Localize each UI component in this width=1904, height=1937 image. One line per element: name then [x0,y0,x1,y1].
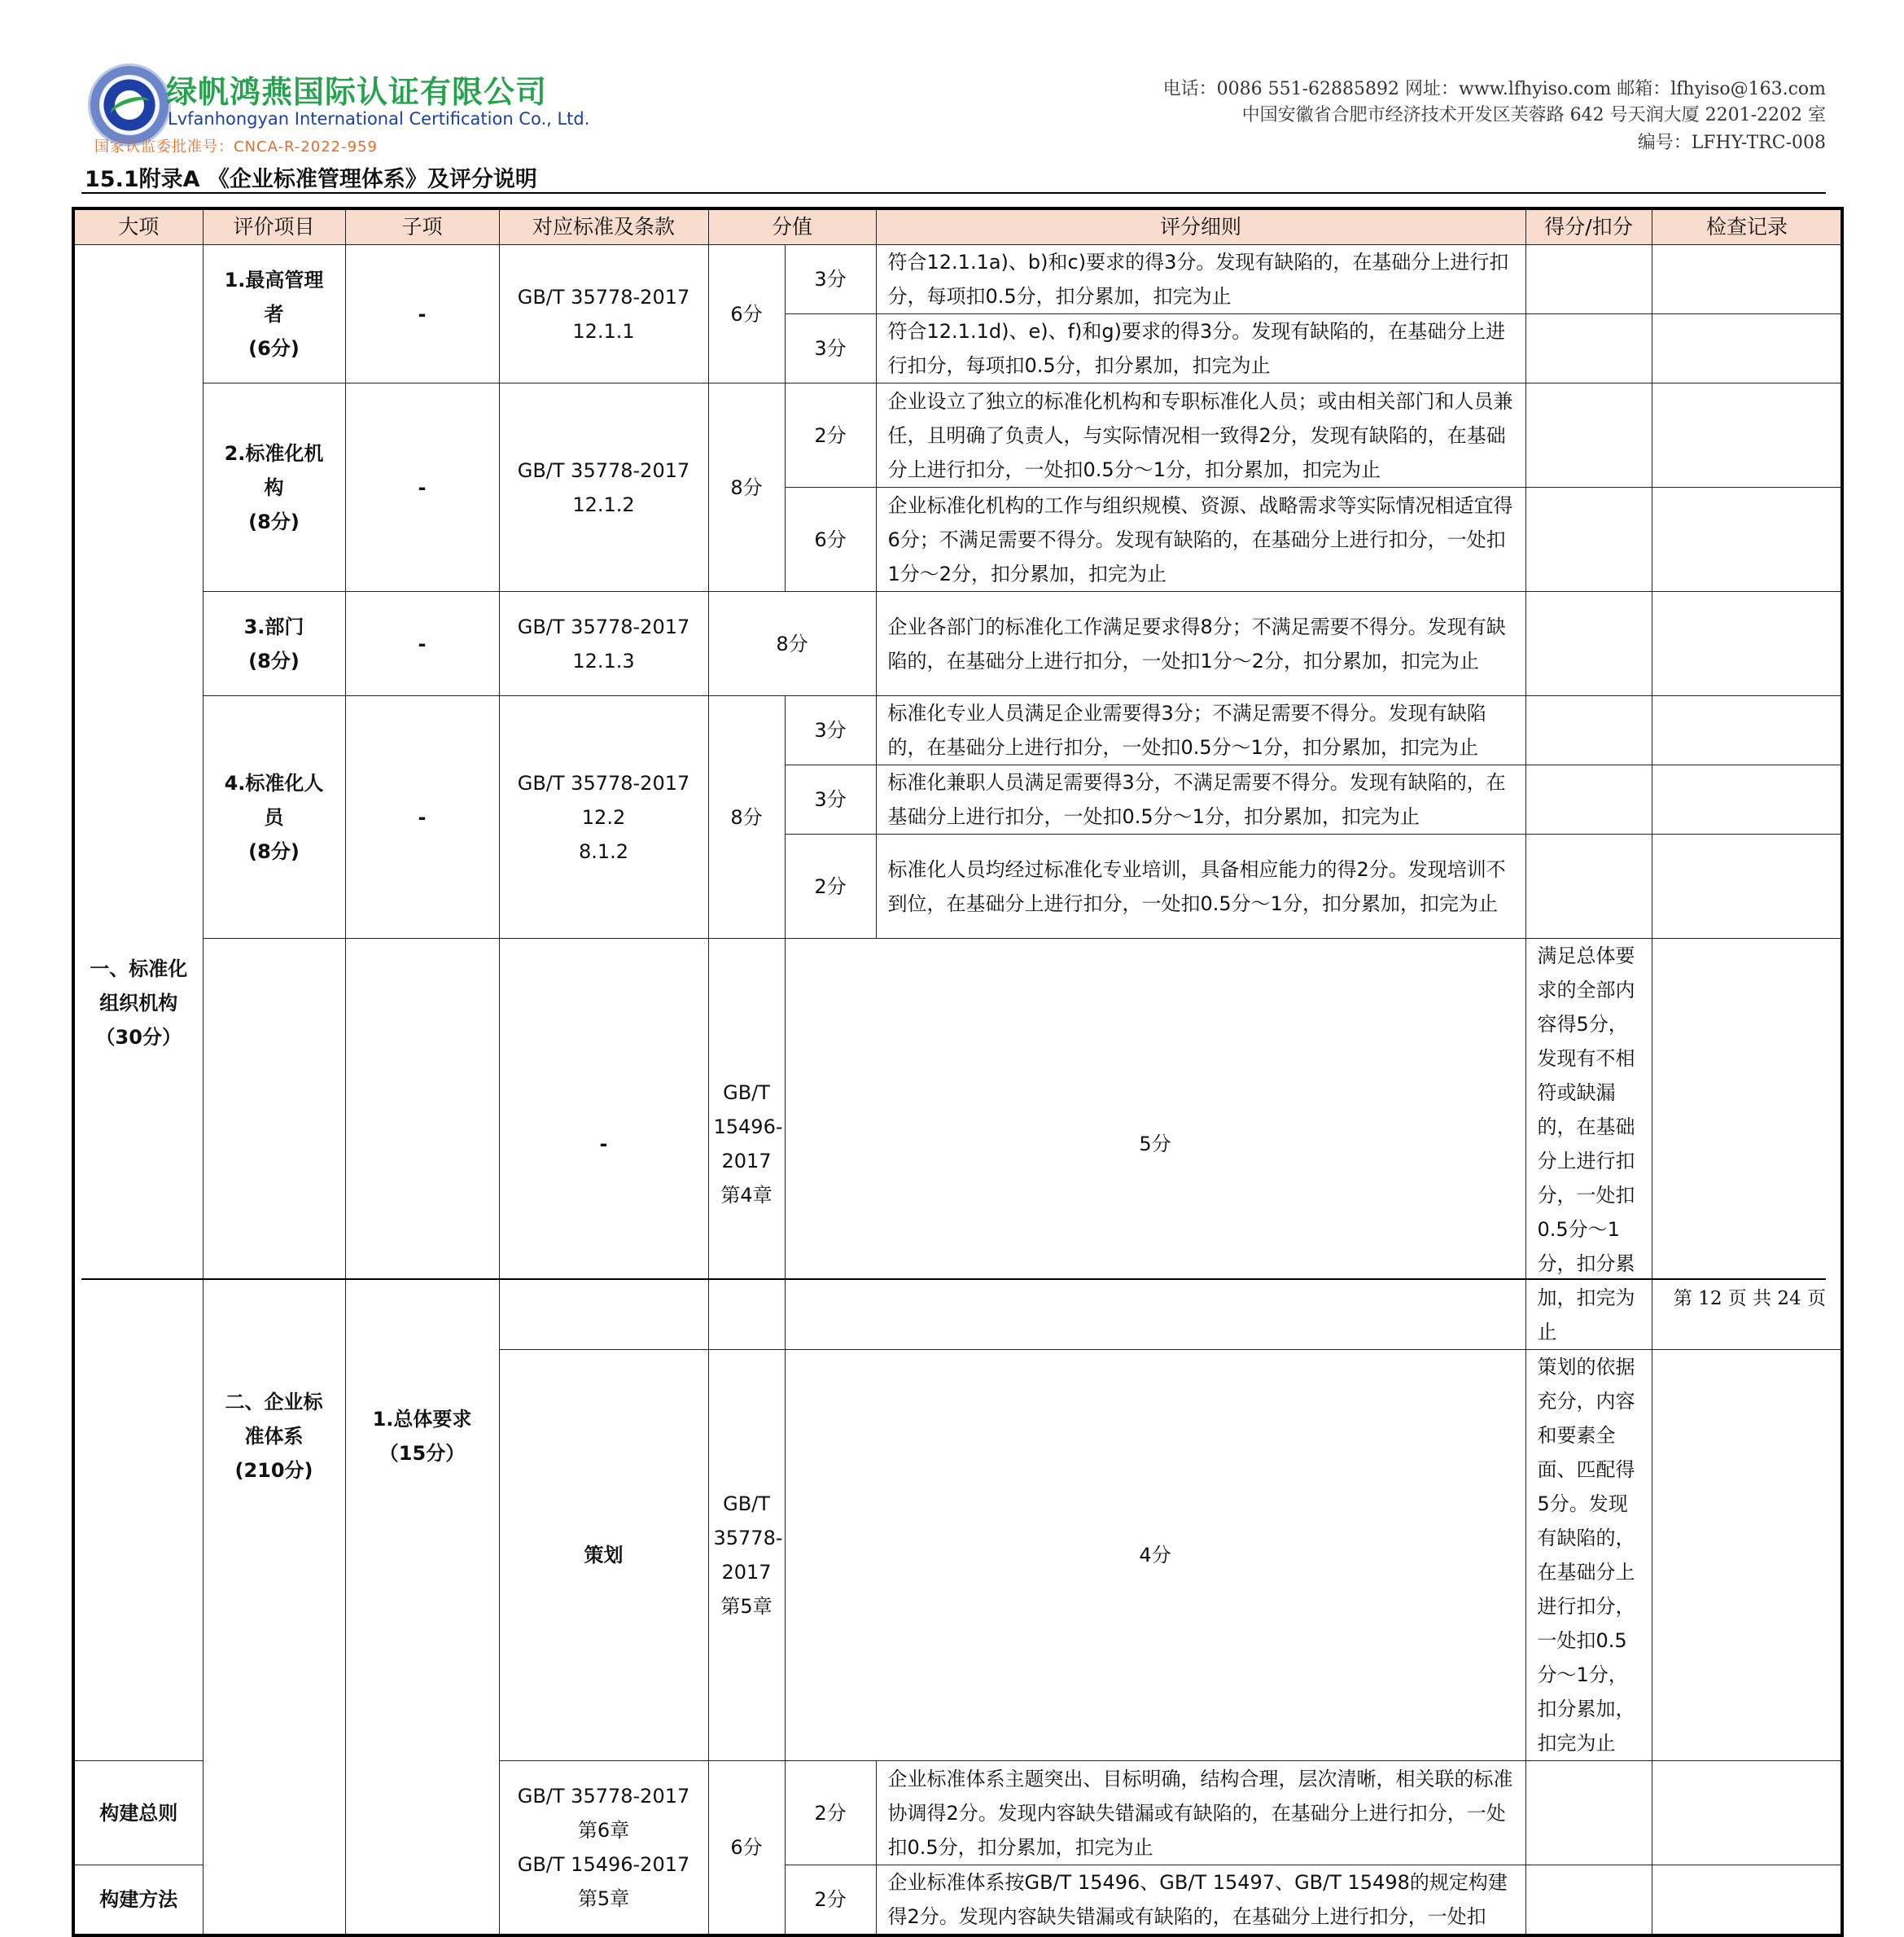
standard-ref: 12.1.1 [572,319,635,343]
score-input-cell[interactable] [1525,592,1652,696]
detail-cell: 符合12.1.1a)、b)和c)要求的得3分。发现有缺陷的，在基础分上进行扣分，每项扣0.5分，扣分累加，扣完为止 [876,245,1525,314]
score-cell: 2分 [785,1865,876,1936]
score-input-cell[interactable] [1525,835,1652,939]
sub-item-cell: - [345,383,499,592]
table-row [73,696,1842,765]
item-cell [345,939,499,1936]
sub-item-cell: - [345,696,499,939]
detail-cell: 企业设立了独立的标准化机构和专职标准化人员；或由相关部门和人员兼任，且明确了负责人，与实际情况相一致得2分，发现有缺陷的，在基础分上进行扣分，一处扣0.5分～1分，扣分累加，扣完为止 [876,383,1525,488]
item-cell [203,696,345,939]
detail-cell: 满足总体要求的全部内容得5分，发现有不相符或缺漏的，在基础分上进行扣分，一处扣0.5分～1分，扣分累加，扣完为止 [1525,939,1652,1350]
detail-cell: 符合12.1.1d)、e)、f)和g)要求的得3分。发现有缺陷的，在基础分上进行扣分，每项扣0.5分，扣分累加，扣完为止 [876,314,1525,383]
standard-ref: GB/T 35778-2017 [713,1492,783,1584]
company-name-cn: 绿帆鸿燕国际认证有限公司 [166,74,548,110]
score-cell: 2分 [785,1761,876,1865]
detail-cell: 企业各部门的标准化工作满足要求得8分；不满足需要不得分。发现有缺陷的，在基础分上进行扣分，一处扣1分～2分，扣分累加，扣完为止 [876,592,1525,696]
category-label: 组织机构 [99,991,178,1015]
company-name-en: Lvfanhongyan International Certification Co., Ltd. [168,109,590,129]
detail-cell: 标准化人员均经过标准化专业培训，具备相应能力的得2分。发现培训不到位，在基础分上进行扣分，一处扣0.5分～1分，扣分累加，扣完为止 [876,835,1525,939]
item-label: (8分) [248,649,300,673]
table-row [73,245,1842,314]
standard-ref: GB/T 35778-2017 [517,1785,690,1808]
score-cell: 4分 [785,1350,1525,1761]
standard-ref: 第4章 [720,1184,773,1207]
scoring-table [72,207,1844,1937]
score-input-cell[interactable] [1525,245,1652,314]
sub-item-cell: 构建方法 [73,1865,203,1936]
total-score-cell: 8分 [708,383,785,592]
score-cell: 3分 [785,245,876,314]
standard-ref: 第6章 [577,1819,630,1842]
approval-number: 国家认监委批准号：CNCA-R-2022-959 [94,138,378,156]
item-label: (8分) [248,839,300,863]
score-cell: 2分 [785,835,876,939]
item-label: 者 [264,302,284,326]
score-input-cell[interactable] [1525,488,1652,592]
col-header: 子项 [345,208,499,245]
score-cell: 8分 [708,592,876,696]
standard-ref: 第5章 [577,1887,630,1910]
category-label: 二、企业标 [225,1391,323,1413]
record-input-cell[interactable] [1652,245,1842,314]
score-cell: 3分 [785,765,876,835]
header-divider [81,192,1826,194]
col-header: 得分/扣分 [1525,208,1652,245]
score-input-cell[interactable] [1652,1350,1842,1761]
address-line: 中国安徽省合肥市经济技术开发区芙蓉路 642 号天润大厦 2201-2202 室 [1241,105,1826,125]
detail-cell: 标准化专业人员满足企业需要得3分；不满足需要不得分。发现有缺陷的，在基础分上进行扣分，一处扣0.5分～1分，扣分累加，扣完为止 [876,696,1525,765]
page-number: 第 12 页 共 24 页 [1673,1288,1826,1309]
item-label: （15分） [379,1442,466,1465]
category-label: (210分) [234,1459,313,1482]
detail-cell: 企业标准体系主题突出、目标明确，结构合理，层次清晰，相关联的标准协调得2分。发现内容缺失错漏或有缺陷的，在基础分上进行扣分，一处扣0.5分，扣分累加，扣完为止 [876,1761,1525,1865]
record-input-cell[interactable] [1652,488,1842,592]
standard-cell [499,383,708,592]
standard-ref: GB/T 15496-2017 [517,1853,690,1876]
item-label: 构 [264,475,284,499]
score-input-cell[interactable] [1525,1865,1652,1936]
standard-ref: GB/T 35778-2017 [517,771,690,795]
table-row [73,939,1842,1350]
footer-divider [81,1278,1826,1280]
sub-item-cell: - [345,592,499,696]
item-label: 员 [264,805,284,829]
score-input-cell[interactable] [1525,696,1652,765]
detail-cell: 企业标准体系按GB/T 15496、GB/T 15497、GB/T 15498的规定构建得2分。发现内容缺失错漏或有缺陷的，在基础分上进行扣分，一处扣 [876,1865,1525,1936]
detail-cell: 标准化兼职人员满足需要得3分，不满足需要不得分。发现有缺陷的，在基础分上进行扣分，一处扣0.5分～1分，扣分累加，扣完为止 [876,765,1525,835]
score-cell: 3分 [785,696,876,765]
score-input-cell[interactable] [1525,765,1652,835]
record-input-cell[interactable] [1652,835,1842,939]
category-label: 准体系 [244,1425,304,1448]
item-label: 2.标准化机 [224,441,324,465]
record-input-cell[interactable] [1652,765,1842,835]
col-header: 检查记录 [1652,208,1842,245]
page-title: 15.1附录A 《企业标准管理体系》及评分说明 [85,167,537,192]
standard-cell [708,1350,785,1761]
standard-cell [708,939,785,1350]
score-cell: 2分 [785,383,876,488]
standard-cell [499,1761,708,1936]
standard-cell [499,696,708,939]
record-input-cell[interactable] [1652,383,1842,488]
record-input-cell[interactable] [1652,1865,1842,1936]
standard-ref: GB/T 35778-2017 [517,458,690,482]
standard-cell [499,592,708,696]
item-label: (8分) [248,510,300,533]
sub-item-cell: - [345,245,499,383]
detail-cell: 策划的依据充分，内容和要素全面、匹配得5分。发现有缺陷的，在基础分上进行扣分，一处扣0.5分～1分，扣分累加，扣完为止 [1525,1350,1652,1761]
contact-line: 电话：0086 551-62885892 网址：www.lfhyiso.com 邮箱：lfhyiso@163.com [1162,79,1826,99]
standard-ref: 12.1.2 [572,493,635,516]
item-cell [203,383,345,592]
table-row [73,383,1842,488]
sub-item-cell: - [499,939,708,1350]
doc-number: 编号：LFHY-TRC-008 [1637,133,1826,153]
item-cell [203,592,345,696]
sub-item-cell: 策划 [499,1350,708,1761]
record-input-cell[interactable] [1652,696,1842,765]
total-score-cell: 8分 [708,696,785,939]
total-score-cell: 6分 [708,245,785,383]
standard-cell [499,245,708,383]
detail-cell: 企业标准化机构的工作与组织规模、资源、战略需求等实际情况相适宜得6分；不满足需要不得分。发现有缺陷的，在基础分上进行扣分，一处扣1分～2分，扣分累加，扣完为止 [876,488,1525,592]
company-seal-icon [88,64,171,147]
col-header: 对应标准及条款 [499,208,708,245]
col-header: 分值 [708,208,876,245]
item-label: 4.标准化人 [224,771,324,795]
table-row [73,592,1842,696]
sub-item-cell: 构建总则 [73,1761,203,1865]
item-cell [203,245,345,383]
standard-ref: GB/T 35778-2017 [517,615,690,638]
standard-ref: 12.1.3 [572,649,635,673]
col-header: 评价项目 [203,208,345,245]
col-header: 评分细则 [876,208,1525,245]
category-cell [73,245,203,1761]
item-label: 3.部门 [243,615,304,638]
category-cell [203,939,345,1936]
score-input-cell[interactable] [1525,1761,1652,1865]
record-input-cell[interactable] [1652,314,1842,383]
item-label: 1.总体要求 [372,1408,472,1431]
standard-ref: 第5章 [720,1595,773,1618]
score-cell: 3分 [785,314,876,383]
record-input-cell[interactable] [1652,1761,1842,1865]
score-cell: 6分 [785,488,876,592]
score-input-cell[interactable] [1525,314,1652,383]
record-input-cell[interactable] [1652,592,1842,696]
table-header-row [73,208,1842,245]
score-cell: 5分 [785,939,1525,1350]
category-label: 一、标准化 [90,957,188,980]
score-input-cell[interactable] [1525,383,1652,488]
category-label: （30分） [95,1025,182,1049]
standard-ref: 12.2 [581,805,626,829]
standard-ref: 8.1.2 [578,839,629,863]
standard-ref: GB/T 15496-2017 [713,1081,783,1172]
col-header: 大项 [73,208,203,245]
item-label: 1.最高管理 [224,268,324,291]
total-score-cell: 6分 [708,1761,785,1936]
standard-ref: GB/T 35778-2017 [517,285,690,309]
item-label: (6分) [248,336,300,360]
